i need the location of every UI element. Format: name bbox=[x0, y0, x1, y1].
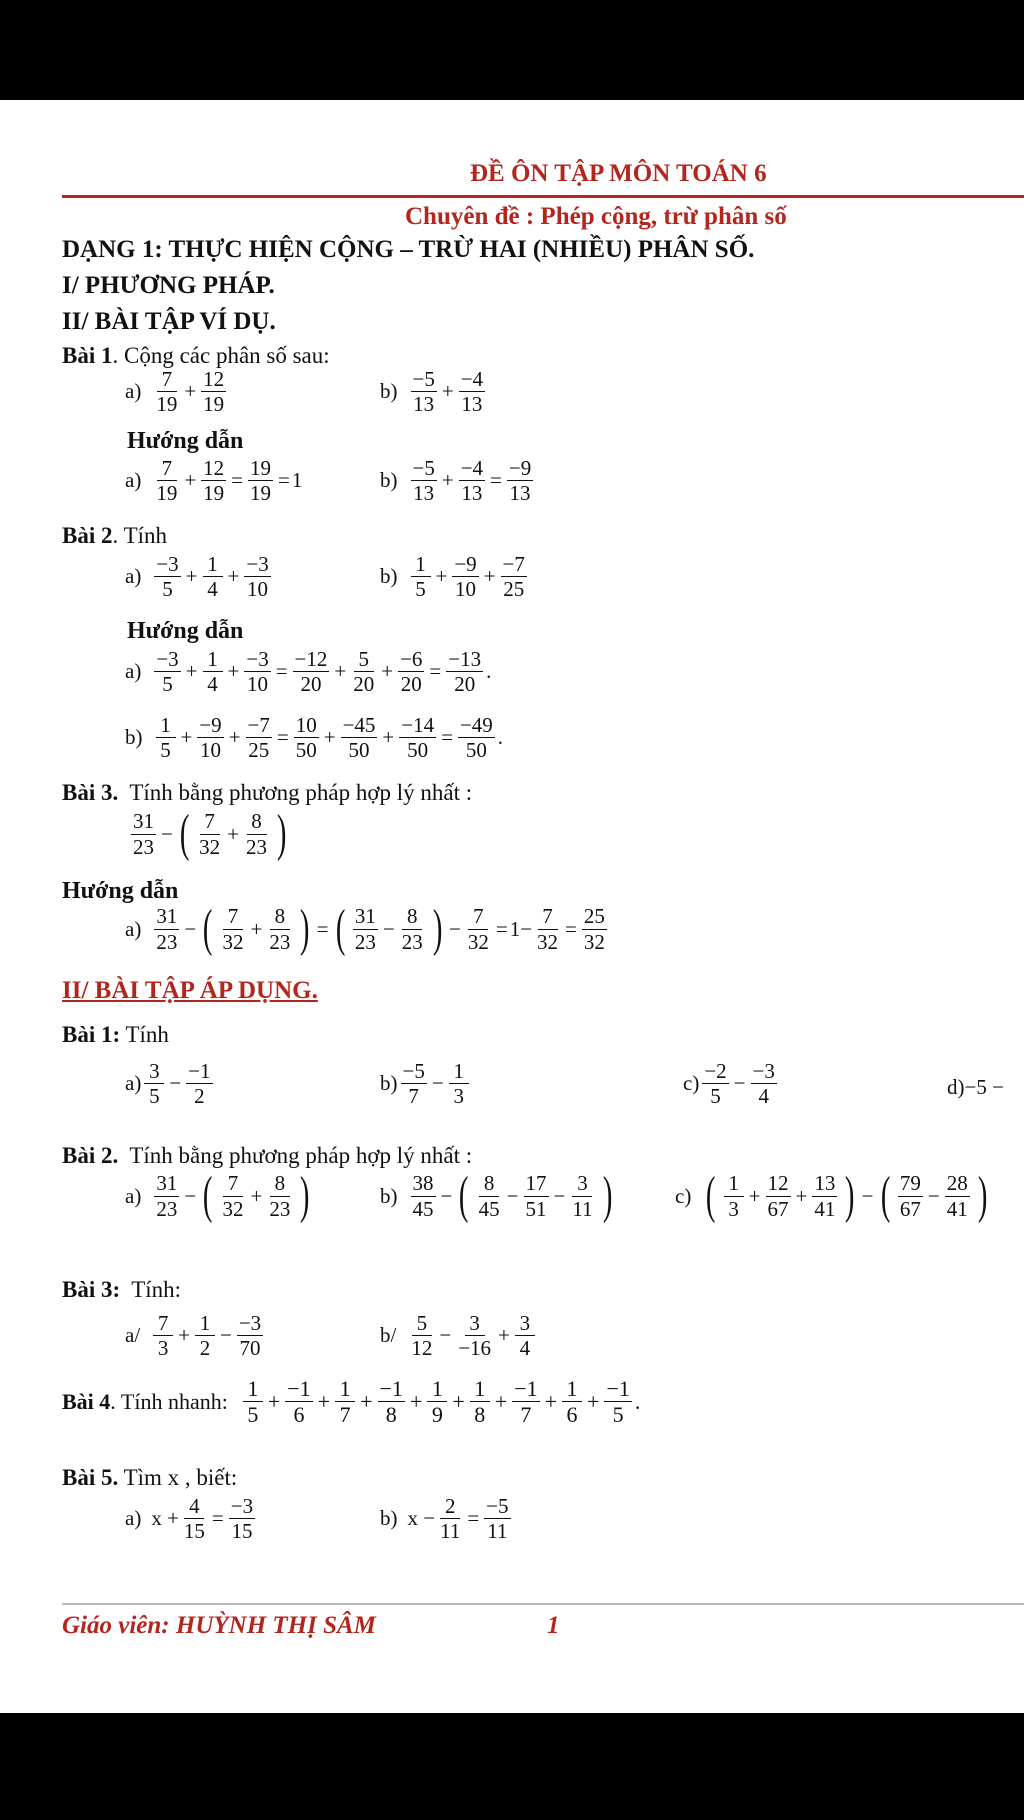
bai2-huong-dan: Hướng dẫn bbox=[127, 618, 244, 644]
bai3-heading: Bài 3. Tính bằng phương pháp hợp lý nhất : bbox=[62, 780, 473, 805]
title-divider bbox=[62, 195, 1024, 198]
bai3-expression: 31 23 − ( 7 32 + $\frac{8}{23}$ ) bbox=[133, 805, 287, 862]
ap1-c: c) −2 5 − $\frac{-3}{4}$ bbox=[683, 1059, 775, 1109]
bai1-heading: Bài 1. Cộng các phân số sau: bbox=[62, 343, 330, 368]
bai1-huong-dan: Hướng dẫn bbox=[127, 428, 244, 454]
page-subtitle: Chuyên đề : Phép cộng, trừ phân số bbox=[405, 203, 787, 230]
ap4-line: Bài 4. Tính nhanh: 1 5 + $\frac{-1}{6}$ + $\frac{1}{7}$ + $\frac{-1}{8}$ + $\frac{1}{9}$ + $\frac{1}{8}$ + $\frac{-1}{7}$ + $\frac{1}{6}$ + $\frac{-1}{5}$ . bbox=[62, 1376, 641, 1428]
bai1-a: a) 7 19 + $\frac{12}{19}$ bbox=[125, 367, 225, 417]
ap2-a: a) 31 23 − ( 7 32 + $\frac{8}{23}$ ) bbox=[125, 1167, 310, 1224]
ap1-heading: Bài 1: Tính bbox=[62, 1022, 169, 1047]
ap2-c: c) ( 1 3 + $\frac{12}{67}$ + $\frac{13}{41}$ ) − ( 79 67 − $\frac{28}{41}$ ) bbox=[675, 1167, 988, 1224]
footer-divider bbox=[62, 1603, 1024, 1605]
bai2-a: a) −3 5 + $\frac{1}{4}$ + $\frac{-3}{10}$ bbox=[125, 552, 269, 602]
ap2-heading: Bài 2. Tính bằng phương pháp hợp lý nhất : bbox=[62, 1143, 473, 1168]
bai3-huong-dan: Hướng dẫn bbox=[62, 878, 179, 904]
bai1-b-solution: b) −5 13 + $\frac{-4}{13}$ = $\frac{-9}{13}$ bbox=[380, 456, 532, 506]
bai2-b-solution: b) 1 5 + $\frac{-9}{10}$ + $\frac{-7}{25}$ = $\frac{10}{50}$ + $\frac{-45}{50}$ + $\frac{-14}{50}$ = $\frac{-49}{50}$ . bbox=[125, 713, 504, 763]
ap3-heading: Bài 3: Tính: bbox=[62, 1277, 182, 1302]
page-title: ĐỀ ÔN TẬP MÔN TOÁN 6 bbox=[470, 160, 767, 187]
section-bai-tap-vi-du: II/ BÀI TẬP VÍ DỤ. bbox=[62, 308, 276, 335]
section-phuong-phap: I/ PHƯƠNG PHÁP. bbox=[62, 272, 275, 299]
ap2-b: b) 38 45 − ( 8 45 − $\frac{17}{51}$ − $\frac{3}{11}$ ) bbox=[380, 1167, 613, 1224]
worksheet-page bbox=[0, 100, 1024, 1713]
ap1-d: d) −5 − bbox=[947, 1075, 1004, 1099]
ap1-b: b) −5 7 − $\frac{1}{3}$ bbox=[380, 1060, 472, 1107]
bai1-b: b) −5 13 + $\frac{-4}{13}$ bbox=[380, 367, 484, 417]
dang1-heading: DẠNG 1: THỰC HIỆN CỘNG – TRỪ HAI (NHIỀU) PHÂN SỐ. bbox=[62, 236, 755, 263]
ap5-b: b) x − $\frac{2}{11}$ = $\frac{-5}{11}$ bbox=[380, 1494, 509, 1544]
footer-teacher: Giáo viên: HUỲNH THỊ SÂM bbox=[62, 1612, 376, 1639]
bai2-a-solution: a) −3 5 + $\frac{1}{4}$ + $\frac{-3}{10}$ = $\frac{-12}{20}$ + $\frac{5}{20}$ + $\frac{-6}{20}$ = $\frac{-13}{20}$ . bbox=[125, 647, 492, 697]
ap3-b: b/ 5 12 − $\frac{3}{-16}$ + $\frac{3}{4}$ bbox=[380, 1312, 538, 1359]
ap5-a: a) x + $\frac{4}{15}$ = $\frac{-3}{15}$ bbox=[125, 1494, 254, 1544]
ap1-a: a) 3 5 − $\frac{-1}{2}$ bbox=[125, 1059, 211, 1109]
bai3-solution: a) 31 23 − ( 7 32 + $\frac{8}{23}$ ) = ( 31 23 − $\frac{8}{23}$ ) − $\frac{7}{32}$ = 1− $\frac{7}{32}$ = $\frac{25}{32}$ bbox=[125, 900, 605, 957]
ap5-heading: Bài 5. Tìm x , biết: bbox=[62, 1465, 238, 1490]
bai2-heading: Bài 2. Tính bbox=[62, 523, 168, 548]
bai2-b: b) 1 5 + $\frac{-9}{10}$ + $\frac{-7}{25}$ bbox=[380, 552, 525, 602]
ap3-a: a/ 7 3 + $\frac{1}{2}$ − $\frac{-3}{70}$ bbox=[125, 1311, 262, 1361]
section-bai-tap-ap-dung: II/ BÀI TẬP ÁP DỤNG. bbox=[62, 977, 318, 1004]
bai1-a-solution: a) 7 19 + $\frac{12}{19}$ = $\frac{19}{19}$ = 1 bbox=[125, 456, 303, 506]
footer-page-number: 1 bbox=[547, 1612, 560, 1639]
